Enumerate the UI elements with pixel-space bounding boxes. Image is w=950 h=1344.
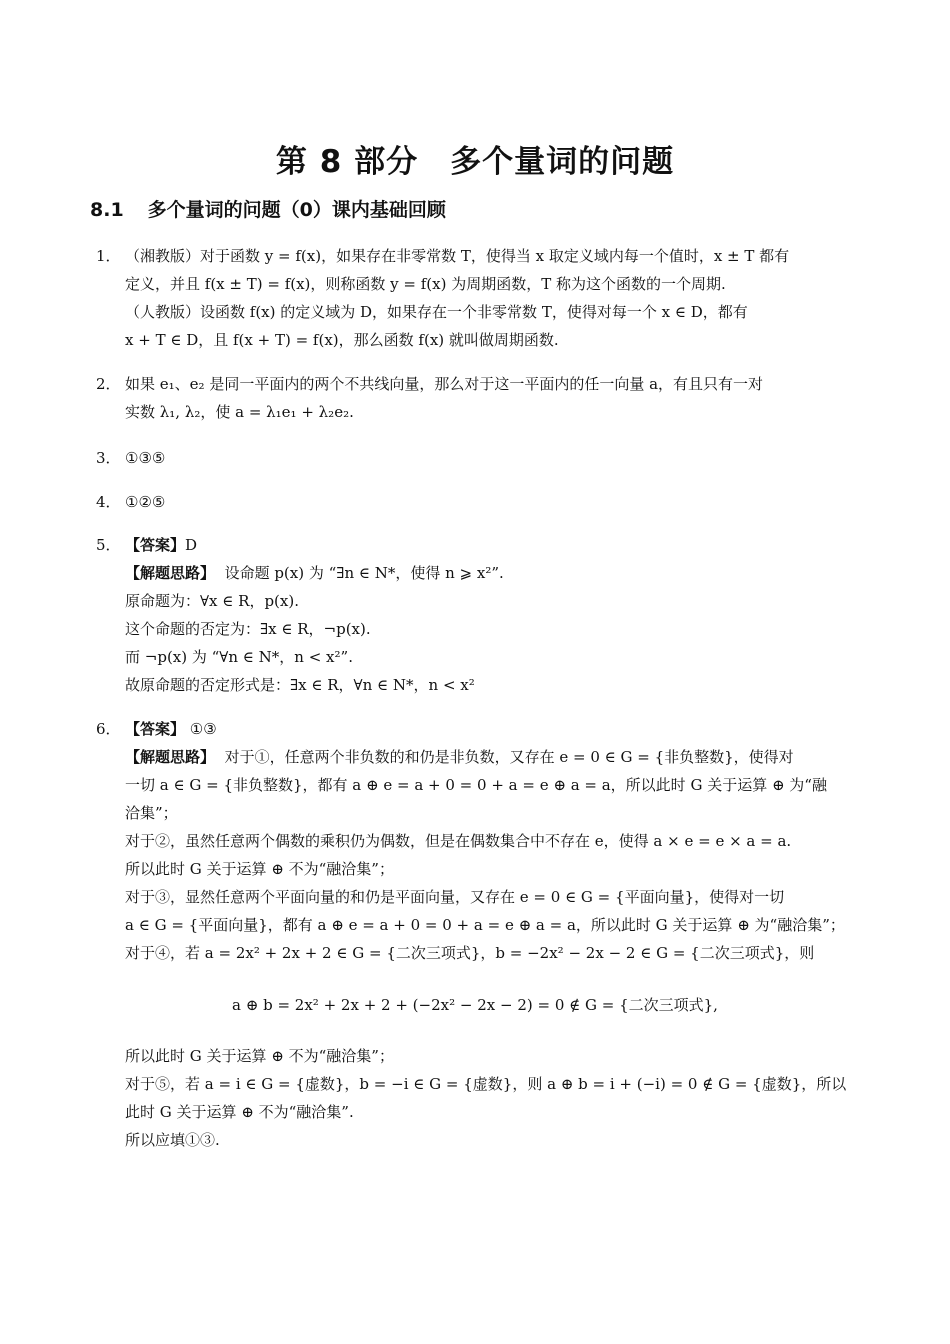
hint-text: 对于①，任意两个非负数的和仍是非负数，又存在 e = 0 ∈ G = {非负整数}，使得对 [224,748,794,766]
section-label: 多个量词的问题（0）课内基础回顾 [147,199,446,221]
answer-value: D [185,536,198,554]
problem-1-line: （人教版）设函数 f(x) 的定义域为 D，如果存在一个非零常数 T，使得对每一个 x ∈ D，都有 [125,303,748,321]
problem-6-line: 所以应填①③. [125,1131,220,1149]
problem-number: 5． [96,536,121,554]
problem-2-line: 如果 e₁、e₂ 是同一平面内的两个不共线向量，那么对于这一平面内的任一向量 a，有且只有一对 [125,375,764,393]
problem-1-line: 定义，并且 f(x ± T) = f(x)，则称函数 y = f(x) 为周期函数，T 称为这个函数的一个周期. [125,275,726,293]
problem-6-line: 所以此时 G 关于运算 ⊕ 不为“融洽集”； [125,860,394,878]
problem-5-line: 原命题为：∀x ∈ R，p(x). [125,592,299,610]
problem-6-answer-line [125,715,217,743]
problem-6-line: 对于②，虽然任意两个偶数的乘积仍为偶数，但是在偶数集合中不存在 e，使得 a × e = e × a = a. [125,832,792,850]
problem-1-line: x + T ∈ D，且 f(x + T) = f(x)，那么函数 f(x) 就叫做周期函数. [125,331,559,349]
problem-5-line: 故原命题的否定形式是：∃x ∈ R，∀n ∈ N*，n < x² [125,676,475,694]
problem-1-line: （湘教版）对于函数 y = f(x)，如果存在非零常数 T，使得当 x 取定义域内每一个值时，x ± T 都有 [125,247,790,265]
page-title: 第 8 部分 多个量词的问题 [275,144,675,180]
problem-number: 4． [96,493,121,511]
hint-text: 设命题 p(x) 为 “∃n ∈ N*，使得 n ⩾ x²”. [224,564,504,582]
problem-3-answer: ①③⑤ [125,449,166,467]
problem-6-line: 此时 G 关于运算 ⊕ 不为“融洽集”. [125,1103,354,1121]
hint-tag: 【解题思路】 [125,564,216,582]
problem-6-line: 对于④，若 a = 2x² + 2x + 2 ∈ G = {二次三项式}，b = −2x² − 2x − 2 ∈ G = {二次三项式}，则 [125,944,815,962]
problem-6-line: 一切 a ∈ G = {非负整数}，都有 a ⊕ e = a + 0 = 0 + a = e ⊕ a = a，所以此时 G 关于运算 ⊕ 为“融 [125,776,827,794]
problem-2-line: 实数 λ₁, λ₂，使 a = λ₁e₁ + λ₂e₂. [125,403,354,421]
problem-5-answer-line [125,531,197,559]
problem-number: 1． [96,247,121,265]
problem-number: 3． [96,449,121,467]
problem-5-line: 而 ¬p(x) 为 “∀n ∈ N*，n < x²”. [125,648,353,666]
problem-5-line: 这个命题的否定为：∃x ∈ R，¬p(x). [125,620,371,638]
section-number: 8.1 [90,199,124,221]
section-heading [90,196,446,224]
problem-number: 2． [96,375,121,393]
hint-tag: 【解题思路】 [125,748,216,766]
problem-4-answer: ①②⑤ [125,493,166,511]
answer-value: ①③ [189,720,217,738]
answer-tag: 【答案】 [125,536,186,554]
problem-number: 6． [96,720,121,738]
problem-6-line: a ∈ G = {平面向量}，都有 a ⊕ e = a + 0 = 0 + a = e ⊕ a = a，所以此时 G 关于运算 ⊕ 为“融洽集”； [125,916,845,934]
problem-6-line: 所以此时 G 关于运算 ⊕ 不为“融洽集”； [125,1047,394,1065]
problem-6-line: 对于③，显然任意两个平面向量的和仍是平面向量，又存在 e = 0 ∈ G = {平面向量}，使得对一切 [125,888,785,906]
problem-6-line: 洽集”； [125,804,178,822]
display-formula: a ⊕ b = 2x² + 2x + 2 + (−2x² − 2x − 2) = 0 ∉ G = {二次三项式}, [232,996,718,1014]
problem-6-line: 对于⑤，若 a = i ∈ G = {虚数}，b = −i ∈ G = {虚数}，则 a ⊕ b = i + (−i) = 0 ∉ G = {虚数}，所以 [125,1075,847,1093]
problem-5-hint-line [125,559,504,587]
problem-6-hint-line [125,743,794,771]
answer-tag: 【答案】 [125,720,186,738]
